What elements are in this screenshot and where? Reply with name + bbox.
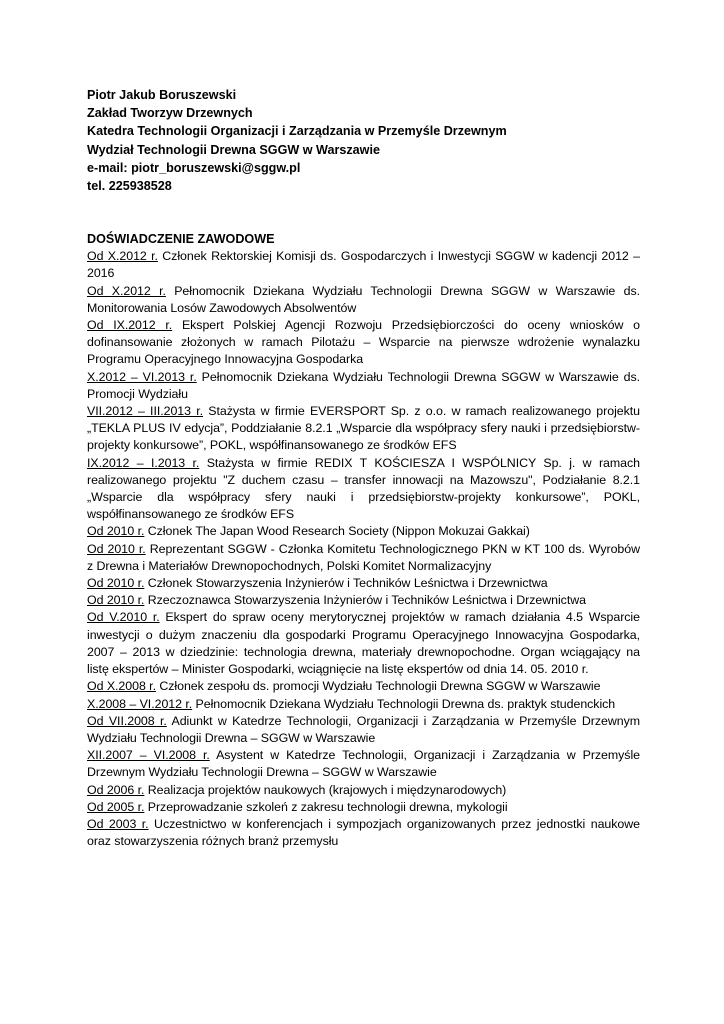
entry-date: Od 2010 r. <box>87 593 145 608</box>
experience-entry <box>87 816 640 850</box>
email-address: e-mail: piotr_boruszewski@sggw.pl <box>87 160 301 175</box>
entry-text: Ekspert Polskiej Agencji Rozwoju Przedsiębiorczości do oceny wniosków o dofinansowanie złożonych w ramach Pilotażu – Wsparcie na pierwsze wdrożenie wynalazku Programu Operacyjnego Innowacyjna Gospodarka <box>87 318 640 367</box>
entry-text: Realizacja projektów naukowych (krajowych i międzynarodowych) <box>144 782 507 797</box>
entry-text: Stażysta w firmie REDIX T KOŚCIESZA I WSPÓLNICY Sp. j. w ramach realizowanego projektu "Z duchem czasu – transfer innowacji na Mazowszu", Podziałanie 8.2.1 „Wsparcie dla współpracy sfery nauki i przedsiębiorstw-projekty konkursowe”, POKL, współfinansowanego ze środków EFS <box>87 455 640 522</box>
experience-list <box>87 248 640 850</box>
entry-text: Uczestnictwo w konferencjach i sympozjach organizowanych przez jednostki naukowe oraz stowarzyszenia różnych branż przemysłu <box>87 816 640 849</box>
document-page <box>87 86 640 850</box>
entry-date: XII.2007 – VI.2008 r. <box>87 748 210 763</box>
experience-entry <box>87 248 640 282</box>
experience-entry <box>87 369 640 403</box>
experience-entry <box>87 609 640 678</box>
phone-number: tel. 225938528 <box>87 179 172 194</box>
experience-entry <box>87 523 640 540</box>
section-title: DOŚWIADCZENIE ZAWODOWE <box>87 232 275 247</box>
contact-header <box>87 86 640 195</box>
experience-entry <box>87 799 640 816</box>
author-name: Piotr Jakub Boruszewski <box>87 88 237 102</box>
entry-date: Od VII.2008 r. <box>87 713 167 728</box>
faculty-name: Wydział Technologii Drewna SGGW w Warszawie <box>87 142 380 157</box>
entry-text: Stażysta w firmie EVERSPORT Sp. z o.o. w ramach realizowanego projektu „TEKLA PLUS IV edycja”, Poddziałanie 8.2.1 „Wsparcie dla współpracy sfery nauki i przedsiębiorstw-projekty konkursowe”, POKL, współfinansowanego ze środków EFS <box>87 404 640 453</box>
entry-text: Przeprowadzanie szkoleń z zakresu technologii drewna, mykologii <box>144 799 508 814</box>
experience-entry <box>87 747 640 781</box>
experience-entry <box>87 713 640 747</box>
entry-date: Od 2010 r. <box>87 576 145 591</box>
entry-text: Pełnomocnik Dziekana Wydziału Technologii Drewna SGGW w Warszawie ds. Monitorowania Losów Zawodowych Absolwentów <box>87 283 640 315</box>
entry-text: Reprezentant SGGW - Członka Komitetu Technologicznego PKN w KT 100 ds. Wyrobów z Drewna i Materiałów Drewnopochodnych, Polski Komitet Normalizacyjny <box>87 541 640 573</box>
entry-date: IX.2012 – I.2013 r. <box>87 455 200 470</box>
entry-date: Od IX.2012 r. <box>87 318 173 333</box>
entry-text: Ekspert do spraw oceny merytorycznej projektów w ramach działania 4.5 Wsparcie inwestycji o dużym znaczeniu dla gospodarki Programu Operacyjnego Innowacyjna Gospodarka, 2007 – 2013 w dziedzinie: technologia drewna, materiały drewnopochodne. Organ wciągający na listę ekspertów – Minister Gospodarki, wciągnięcie na listę ekspertów od dnia 14. 05. 2010 r. <box>87 610 640 677</box>
entry-text: Członek Rektorskiej Komisji ds. Gospodarczych i Inwestycji SGGW w kadencji 2012 – 2016 <box>87 249 640 281</box>
entry-date: Od X.2008 r. <box>87 679 156 694</box>
entry-text: Adiunkt w Katedrze Technologii, Organizacji i Zarządzania w Przemyśle Drzewnym Wydziału Technologii Drewna – SGGW w Warszawie <box>87 713 640 745</box>
entry-text: Pełnomocnik Dziekana Wydziału Technologii Drewna SGGW w Warszawie ds. Promocji Wydziału <box>87 369 640 401</box>
experience-entry <box>87 317 640 369</box>
experience-entry <box>87 696 640 713</box>
entry-date: Od 2010 r. <box>87 541 146 556</box>
experience-entry <box>87 678 640 695</box>
entry-date: Od X.2012 r. <box>87 283 166 298</box>
entry-date: Od V.2010 r. <box>87 610 160 625</box>
experience-entry <box>87 541 640 575</box>
entry-date: X.2012 – VI.2013 r. <box>87 369 197 384</box>
entry-text: Członek The Japan Wood Research Society (Nippon Mokuzai Gakkai) <box>144 524 530 539</box>
section-spacer <box>87 195 640 230</box>
experience-entry <box>87 575 640 592</box>
entry-date: VII.2012 – III.2013 r. <box>87 404 204 419</box>
entry-date: Od 2010 r. <box>87 524 145 539</box>
experience-entry <box>87 782 640 799</box>
entry-text: Asystent w Katedrze Technologii, Organizacji i Zarządzania w Przemyśle Drzewnym Wydziału Technologii Drewna – SGGW w Warszawie <box>87 748 640 780</box>
department-name: Zakład Tworzyw Drzewnych <box>87 106 253 121</box>
entry-date: Od 2005 r. <box>87 799 145 814</box>
chair-name: Katedra Technologii Organizacji i Zarządzania w Przemyśle Drzewnym <box>87 124 507 139</box>
experience-entry <box>87 455 640 524</box>
entry-date: Od 2006 r. <box>87 782 145 797</box>
entry-text: Członek zespołu ds. promocji Wydziału Technologii Drewna SGGW w Warszawie <box>155 679 601 694</box>
entry-text: Rzeczoznawca Stowarzyszenia Inżynierów i Techników Leśnictwa i Drzewnictwa <box>144 593 586 608</box>
entry-date: Od 2003 r. <box>87 816 149 831</box>
entry-date: Od X.2012 r. <box>87 249 158 264</box>
entry-text: Członek Stowarzyszenia Inżynierów i Techników Leśnictwa i Drzewnictwa <box>144 576 548 591</box>
experience-entry <box>87 403 640 455</box>
entry-date: X.2008 – VI.2012 r. <box>87 696 193 711</box>
experience-entry <box>87 592 640 609</box>
entry-text: Pełnomocnik Dziekana Wydziału Technologii Drewna ds. praktyk studenckich <box>192 696 616 711</box>
experience-entry <box>87 283 640 317</box>
